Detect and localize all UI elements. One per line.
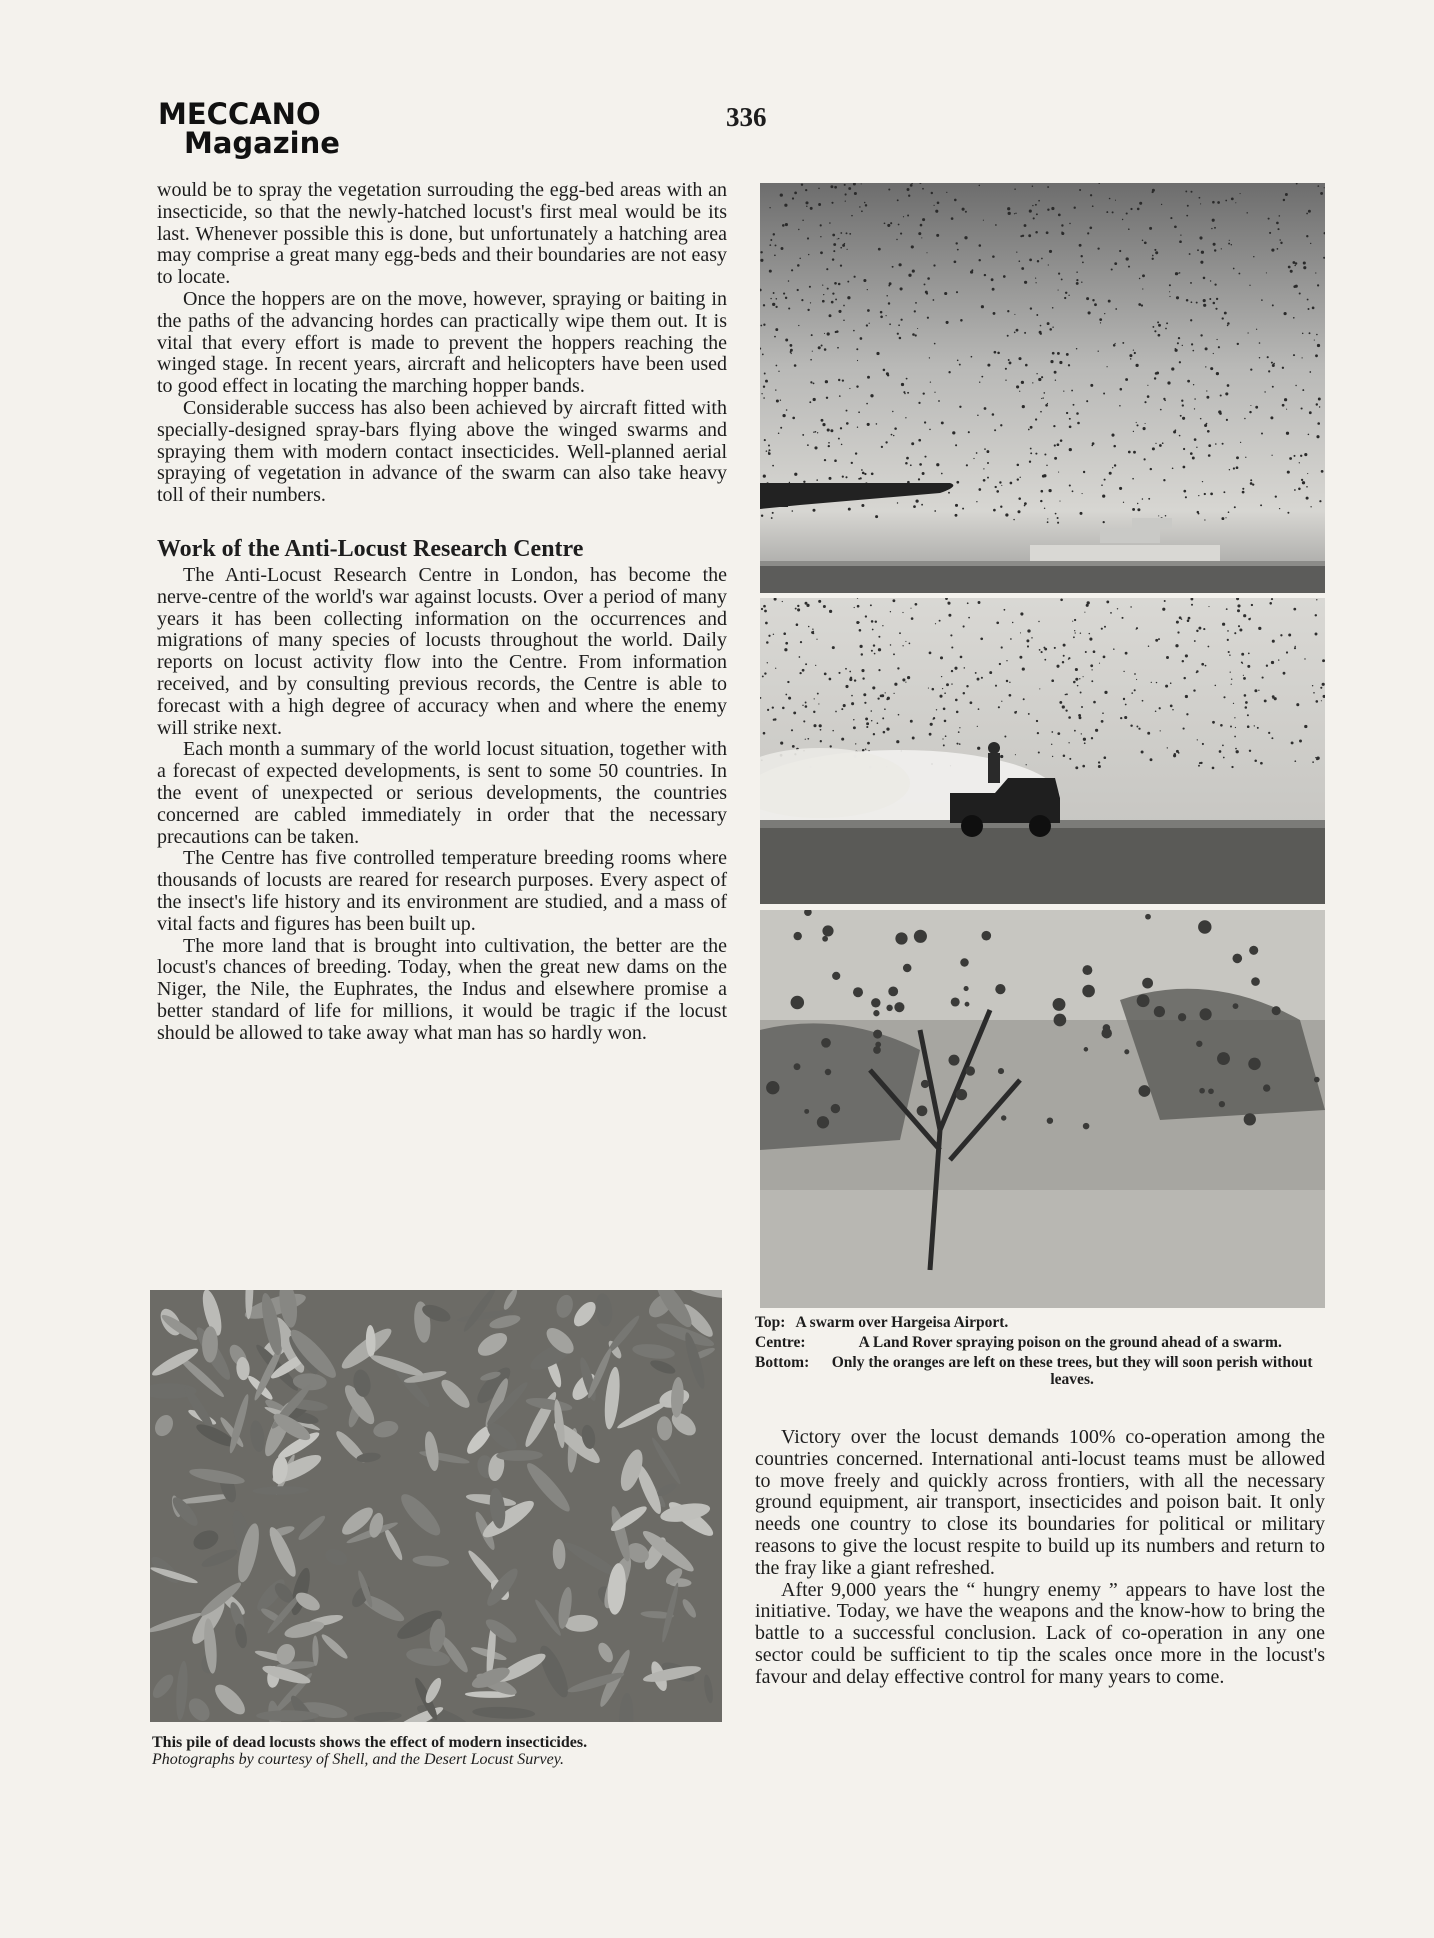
masthead-title: MECCANO xyxy=(158,97,321,131)
photo-land-rover-spraying xyxy=(760,598,1325,904)
paragraph: Each month a summary of the world locust situation, together with a forecast of expected developments, is sent to some 50 countries. In the event of unexpected or serious developments, the countries concerned are cabled immediately in order that the necessary precautions can be taken. xyxy=(157,738,727,848)
pile-caption-block xyxy=(152,1734,724,1768)
masthead-subtitle: Magazine xyxy=(184,126,340,160)
section-heading: Work of the Anti-Locust Research Centre xyxy=(157,535,584,562)
left-column xyxy=(157,180,727,1044)
caption-centre xyxy=(755,1334,1325,1351)
caption-label: Top: xyxy=(755,1314,786,1331)
photo-credit: Photographs by courtesy of Shell, and the Desert Locust Survey. xyxy=(152,1751,564,1768)
photo-orange-trees xyxy=(760,910,1325,1308)
paragraph: Once the hoppers are on the move, however, spraying or baiting in the paths of the advancing hordes can practically wipe them out. It is vital that every effort is made to prevent the hoppers reaching the winged stage. In recent years, aircraft and helicopters have been used to good effect in locating the marching hopper bands. xyxy=(157,287,727,398)
right-column xyxy=(755,1427,1325,1689)
paragraph: Considerable success has also been achieved by aircraft fitted with specially-designed spray-bars flying above the winged swarms and spraying them with modern contact insecticides. Well-planned aerial spraying of vegetation in advance of the swarm can also take heavy toll of their numbers. xyxy=(157,396,727,507)
caption-top xyxy=(755,1314,1325,1331)
masthead xyxy=(158,97,340,160)
paragraph: The Centre has five controlled temperature breeding rooms where thousands of locusts are reared for research purposes. Every aspect of the insect's life history and its environment are studied, and a mass of vital facts and figures has been built up. xyxy=(157,847,727,935)
caption-bottom xyxy=(755,1354,1325,1388)
pile-caption: This pile of dead locusts shows the effect of modern insecticides. xyxy=(152,1734,588,1751)
photo-dead-locust-pile xyxy=(150,1290,722,1722)
caption-text: A swarm over Hargeisa Airport. xyxy=(795,1314,1009,1331)
caption-label: Bottom: xyxy=(755,1354,810,1371)
paragraph: Victory over the locust demands 100% co-operation among the countries concerned. International anti-locust teams must be allowed to move freely and quickly across frontiers, with all the necessary ground equipment, air transport, insecticides and poison bait. It only needs one country to close its boundaries for political or military reasons to give the locust respite to build up its numbers and return to the fray like a giant refreshed. xyxy=(755,1426,1325,1579)
paragraph: would be to spray the vegetation surrouding the egg-bed areas with an insecticide, so that the newly-hatched locust's first meal would be its last. Whenever possible this is done, but unfortunately a hatching area may comprise a great many egg-beds and their boundaries are not easy to locate. xyxy=(157,179,727,289)
photo-swarm-airport xyxy=(760,183,1325,593)
page-number: 336 xyxy=(726,102,767,132)
caption-text: Only the oranges are left on these trees, but they will soon perish without leaves. xyxy=(831,1354,1313,1388)
photo-captions xyxy=(755,1314,1325,1391)
paragraph: After 9,000 years the “ hungry enemy ” appears to have lost the initiative. Today, we have the weapons and the know-how to bring the battle to a successful conclusion. Lack of co-operation in any one sector could be sufficient to tip the scales once more in the locust's favour and delay effective control for many years to come. xyxy=(755,1578,1325,1688)
caption-text: A Land Rover spraying poison on the ground ahead of a swarm. xyxy=(858,1334,1282,1351)
caption-label: Centre: xyxy=(755,1334,806,1351)
paragraph: The Anti-Locust Research Centre in London, has become the nerve-centre of the world's war against locusts. Over a period of many years it has been collecting information on the occurrences and migrations of many species of locusts throughout the world. Daily reports on locust activity flow into the Centre. From information received, and by consulting previous records, the Centre is able to forecast with a high degree of accuracy when and where the enemy will strike next. xyxy=(157,563,727,739)
paragraph: The more land that is brought into cultivation, the better are the locust's chances of breeding. Today, when the great new dams on the Niger, the Nile, the Euphrates, the Indus and elsewhere promise a better standard of life for millions, it would be tragic if the locust should be allowed to take away what man has so hardly won. xyxy=(157,934,727,1044)
